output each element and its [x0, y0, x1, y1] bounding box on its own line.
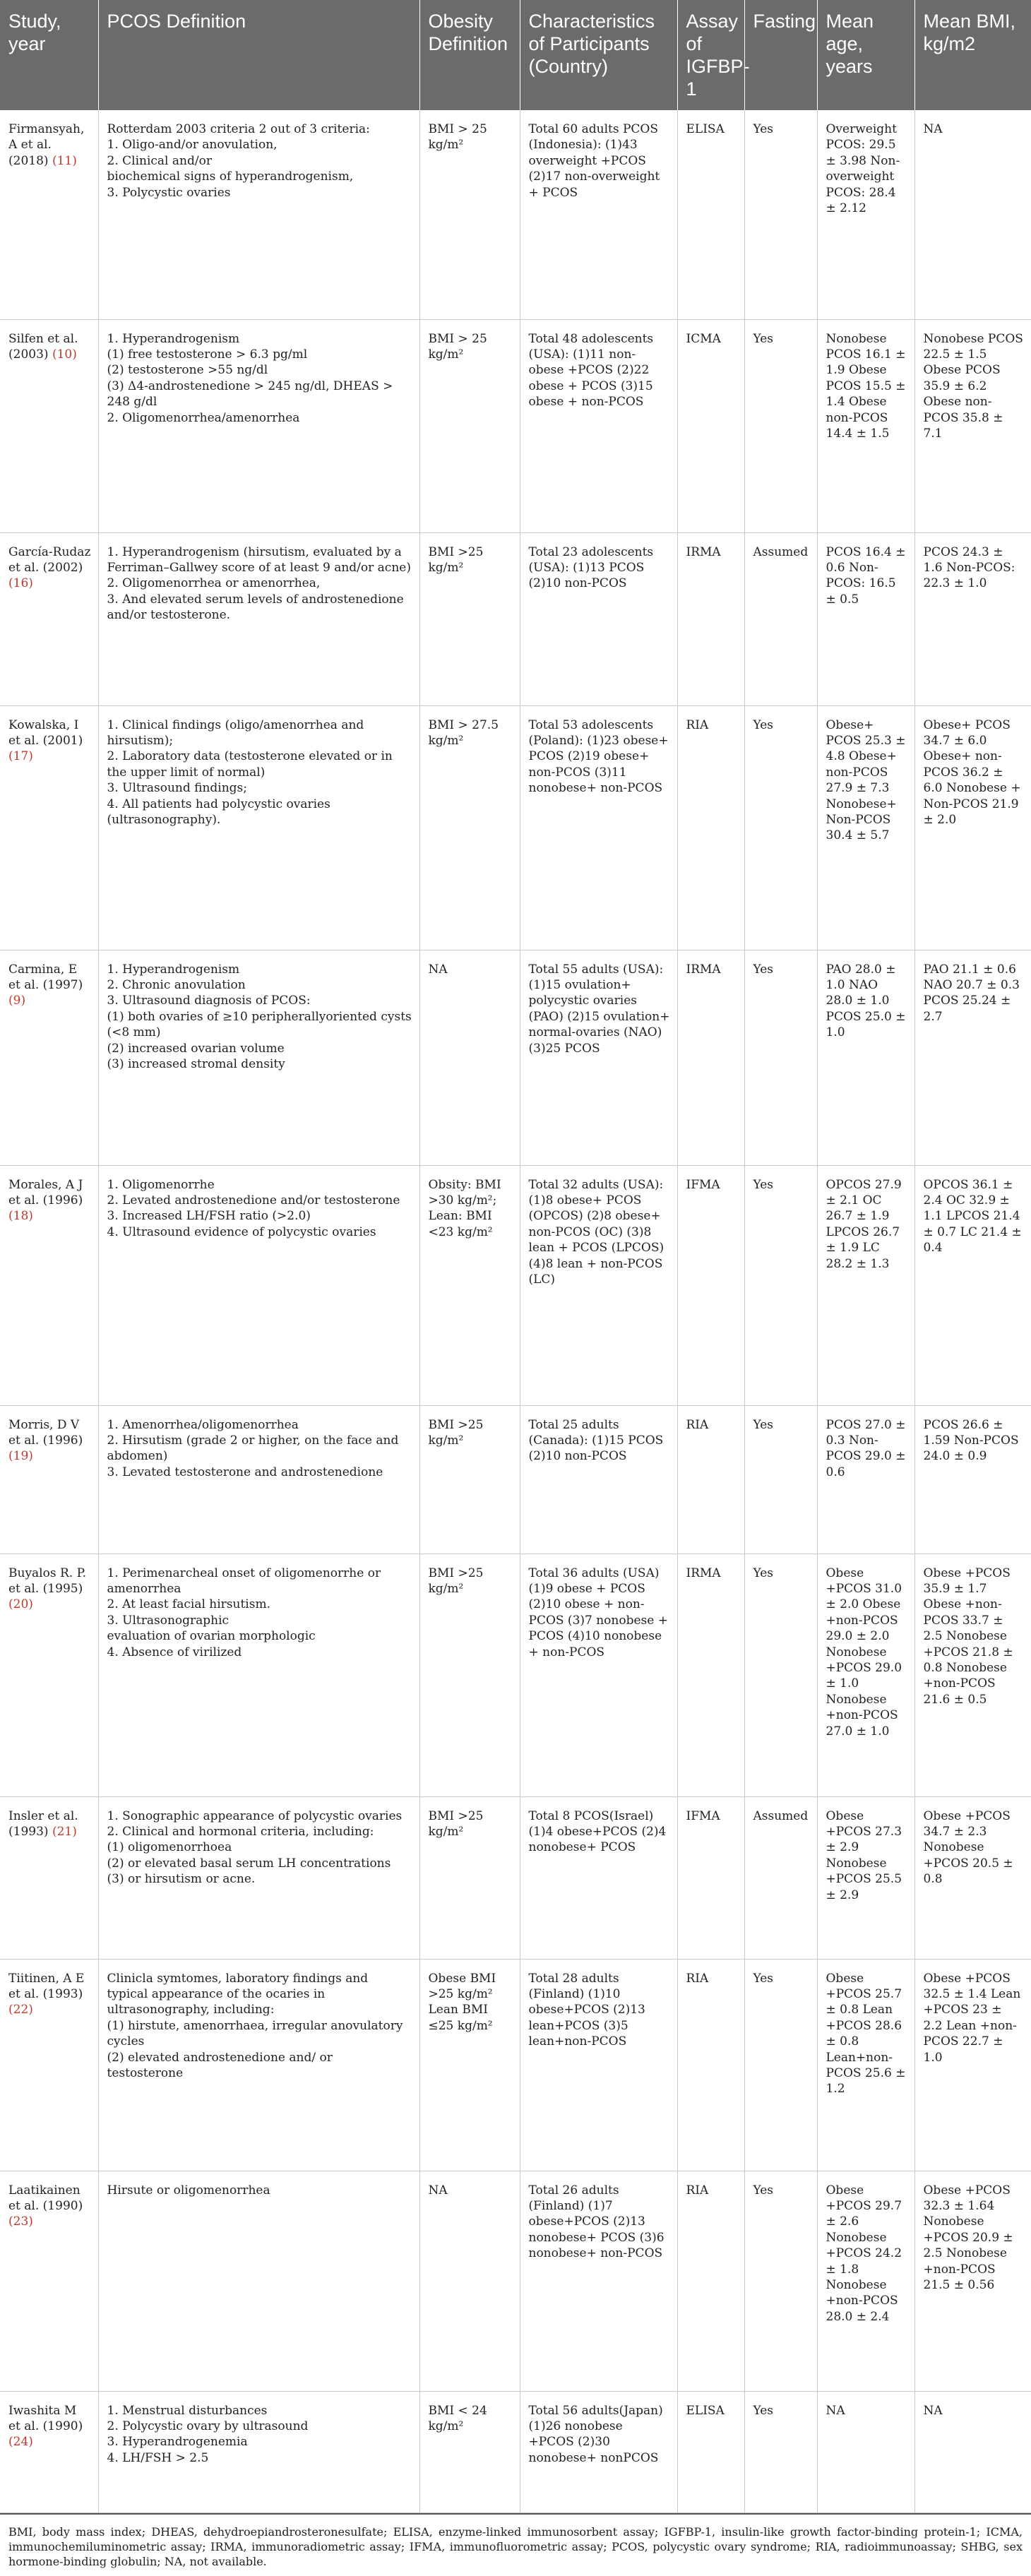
reference-link[interactable]: (21)	[52, 1824, 77, 1839]
definition-line: 1. Oligomenorrhe	[107, 1177, 215, 1192]
definition-line: 3. Ultrasound findings;	[107, 781, 248, 796]
cell-mean-bmi: OPCOS 36.1 ± 2.4 OC 32.9 ± 1.1 LPCOS 21.4 ± 0.7 LC 21.4 ± 0.4	[914, 1165, 1031, 1405]
cell-assay: RIA	[677, 705, 744, 950]
definition-line: 2. Polycystic ovary by ultrasound	[107, 2419, 309, 2433]
definition-line: 1. Hyperandrogenism (hirsutism, evaluated by a Ferriman–Gallwey score of at least 9 and/or acne)	[107, 544, 411, 575]
cell-mean-bmi: PCOS 26.6 ± 1.59 Non-PCOS 24.0 ± 0.9	[914, 1405, 1031, 1554]
cell-mean-bmi: Obese+ PCOS 34.7 ± 6.0 Obese+ non-PCOS 36.2 ± 6.0 Nonobese + Non-PCOS 21.9 ± 2.0	[914, 705, 1031, 950]
cell-assay: RIA	[677, 1405, 744, 1554]
cell-assay: IFMA	[677, 1165, 744, 1405]
cell-participants: Total 55 adults (USA): (1)15 ovulation+ polycystic ovaries (PAO) (2)15 ovulation+ normal-ovaries (NAO) (3)25 PCOS	[520, 950, 677, 1165]
table-row	[0, 1165, 1031, 1405]
cell-pcos-definition	[98, 2391, 419, 2512]
study-name: Iwashita M et al. (1990)	[8, 2403, 83, 2433]
study-name: Tiitinen, A E et al. (1993)	[8, 1971, 85, 2001]
cell-participants: Total 56 adults(Japan) (1)26 nonobese +PCOS (2)30 nonobese+ nonPCOS	[520, 2391, 677, 2512]
cell-obesity-definition: BMI > 25 kg/m²	[419, 319, 520, 532]
cell-assay: RIA	[677, 2171, 744, 2391]
definition-line: (1) hirstute, amenorrhaea, irregular anovulatory cycles	[107, 2018, 403, 2049]
study-name: Morales, A J et al. (1996)	[8, 1177, 83, 1208]
definition-line: 2. At least facial hirsutism.	[107, 1597, 270, 1612]
reference-link[interactable]: (9)	[8, 994, 26, 1008]
cell-participants: Total 26 adults (Finland) (1)7 obese+PCOS (2)13 nonobese+ PCOS (3)6 nonobese+ non-PCOS	[520, 2171, 677, 2391]
definition-line: 1. Oligo-and/or anovulation,	[107, 138, 278, 153]
cell-study	[0, 1796, 98, 1959]
cell-assay: IRMA	[677, 1554, 744, 1796]
cell-participants: Total 32 adults (USA): (1)8 obese+ PCOS (OPCOS) (2)8 obese+ non-PCOS (OC) (3)8 lean + PCOS (LPCOS) (4)8 lean + non-PCOS (LC)	[520, 1165, 677, 1405]
cell-participants: Total 28 adults (Finland) (1)10 obese+PCOS (2)13 lean+PCOS (3)5 lean+non-PCOS	[520, 1959, 677, 2171]
reference-link[interactable]: (24)	[8, 2435, 33, 2450]
definition-line: 3. Hyperandrogenemia	[107, 2435, 248, 2450]
definition-line: 1. Clinical findings (oligo/amenorrhea and hirsutism);	[107, 717, 364, 748]
cell-mean-age: PAO 28.0 ± 1.0 NAO 28.0 ± 1.0 PCOS 25.0 ± 1.0	[817, 950, 914, 1165]
cell-assay: IRMA	[677, 532, 744, 705]
table-body	[0, 110, 1031, 2512]
cell-mean-age: Obese+ PCOS 25.3 ± 4.8 Obese+ non-PCOS 27.9 ± 7.3 Nonobese+ Non-PCOS 30.4 ± 5.7	[817, 705, 914, 950]
cell-mean-age: PCOS 27.0 ± 0.3 Non-PCOS 29.0 ± 0.6	[817, 1405, 914, 1554]
cell-mean-age: Overweight PCOS: 29.5 ± 3.98 Non-overweight PCOS: 28.4 ± 2.12	[817, 110, 914, 319]
definition-line: Rotterdam 2003 criteria 2 out of 3 criteria:	[107, 122, 370, 136]
header-mean-bmi: Mean BMI, kg/m2	[914, 0, 1031, 110]
study-name: Morris, D V et al. (1996)	[8, 1417, 83, 1448]
cell-obesity-definition: Obese BMI >25 kg/m² Lean BMI ≤25 kg/m²	[419, 1959, 520, 2171]
cell-mean-bmi: Obese +PCOS 32.5 ± 1.4 Lean +PCOS 23 ± 2.2 Lean +non-PCOS 22.7 ± 1.0	[914, 1959, 1031, 2171]
definition-line: 1. Menstrual disturbances	[107, 2403, 268, 2418]
cell-mean-bmi: PCOS 24.3 ± 1.6 Non-PCOS: 22.3 ± 1.0	[914, 532, 1031, 705]
cell-mean-bmi: NA	[914, 110, 1031, 319]
definition-line: 3. Levated testosterone and androstenedione	[107, 1465, 383, 1479]
definition-line: 1. Hyperandrogenism	[107, 331, 240, 346]
cell-study	[0, 532, 98, 705]
cell-study	[0, 2391, 98, 2512]
definition-line: (2) increased ovarian volume	[107, 1041, 285, 1056]
cell-obesity-definition: BMI > 25 kg/m²	[419, 110, 520, 319]
reference-link[interactable]: (18)	[8, 1209, 33, 1224]
cell-mean-age: Obese +PCOS 27.3 ± 2.9 Nonobese +PCOS 25.5 ± 2.9	[817, 1796, 914, 1959]
cell-participants: Total 53 adolescents (Poland): (1)23 obese+ PCOS (2)19 obese+ non-PCOS (3)11 nonobese+ non-PCOS	[520, 705, 677, 950]
cell-participants: Total 60 adults PCOS (Indonesia): (1)43 overweight +PCOS (2)17 non-overweight + PCOS	[520, 110, 677, 319]
definition-line: Clinicla symtomes, laboratory findings and typical appearance of the ocaries in ultrasonography, including:	[107, 1971, 369, 2017]
cell-study	[0, 705, 98, 950]
cell-pcos-definition	[98, 950, 419, 1165]
cell-study	[0, 2171, 98, 2391]
definition-line: 2. Clinical and hormonal criteria, including:	[107, 1824, 374, 1839]
cell-pcos-definition	[98, 1959, 419, 2171]
reference-link[interactable]: (19)	[8, 1449, 33, 1464]
cell-mean-age: PCOS 16.4 ± 0.6 Non-PCOS: 16.5 ± 0.5	[817, 532, 914, 705]
cell-obesity-definition: NA	[419, 2171, 520, 2391]
definition-line: (2) or elevated basal serum LH concentrations	[107, 1856, 391, 1871]
table-row	[0, 2171, 1031, 2391]
study-name: Kowalska, I et al. (2001)	[8, 717, 83, 748]
cell-assay: RIA	[677, 1959, 744, 2171]
cell-study	[0, 950, 98, 1165]
study-name: García-Rudaz et al. (2002)	[8, 544, 91, 575]
definition-line: (1) both ovaries of ≥10 peripherallyoriented cysts (<8 mm)	[107, 1009, 412, 1040]
definition-line: (3) increased stromal density	[107, 1056, 285, 1071]
cell-assay: IFMA	[677, 1796, 744, 1959]
reference-link[interactable]: (10)	[52, 347, 77, 362]
cell-mean-age: Nonobese PCOS 16.1 ± 1.9 Obese PCOS 15.5 ± 1.4 Obese non-PCOS 14.4 ± 1.5	[817, 319, 914, 532]
study-name: Firmansyah, A et al. (2018)	[8, 122, 85, 168]
cell-obesity-definition: NA	[419, 950, 520, 1165]
definition-line: 3. And elevated serum levels of androstenedione and/or testosterone.	[107, 592, 404, 623]
cell-fasting: Assumed	[744, 1796, 817, 1959]
table-row	[0, 532, 1031, 705]
definition-line: 2. Oligomenorrhea or amenorrhea,	[107, 576, 321, 591]
header-pcos-definition: PCOS Definition	[98, 0, 419, 110]
cell-fasting: Yes	[744, 2391, 817, 2512]
cell-participants: Total 36 adults (USA) (1)9 obese + PCOS (2)10 obese + non-PCOS (3)7 nonobese + PCOS (4)10 nonobese + non-PCOS	[520, 1554, 677, 1796]
cell-participants: Total 48 adolescents (USA): (1)11 non-obese +PCOS (2)22 obese + PCOS (3)15 obese + non-PCOS	[520, 319, 677, 532]
cell-study	[0, 319, 98, 532]
cell-mean-bmi: Obese +PCOS 34.7 ± 2.3 Nonobese +PCOS 20.5 ± 0.8	[914, 1796, 1031, 1959]
definition-line: 2. Hirsutism (grade 2 or higher, on the face and abdomen)	[107, 1433, 399, 1464]
definition-line: 4. All patients had polycystic ovaries (ultrasonography).	[107, 797, 330, 827]
study-name: Silfen et al. (2003)	[8, 331, 78, 362]
cell-fasting: Assumed	[744, 532, 817, 705]
cell-pcos-definition	[98, 1796, 419, 1959]
cell-study	[0, 1959, 98, 2171]
study-name: Insler et al. (1993)	[8, 1808, 78, 1839]
definition-line: 2. Clinical and/or	[107, 153, 212, 168]
cell-pcos-definition	[98, 1165, 419, 1405]
reference-link[interactable]: (16)	[8, 576, 33, 591]
cell-fasting: Yes	[744, 705, 817, 950]
header-mean-age: Mean age, years	[817, 0, 914, 110]
cell-fasting: Yes	[744, 1554, 817, 1796]
cell-assay: IRMA	[677, 950, 744, 1165]
cell-pcos-definition	[98, 1405, 419, 1554]
table-footnote: BMI, body mass index; DHEAS, dehydroepiandrosteronesulfate; ELISA, enzyme-linked immunosorbent assay; IGFBP-1, insulin-like growth factor-binding protein-1; ICMA, immunochemiluminometric assay; IRMA, immunoradiometric assay; IFMA, immunofluorometric assay; PCOS, polycystic ovary syndrome; RIA, radioimmunoassay; SHBG, sex hormone-binding globulin; NA, not available.	[0, 2513, 1031, 2576]
cell-fasting: Yes	[744, 2171, 817, 2391]
reference-link[interactable]: (22)	[8, 2003, 33, 2017]
reference-link[interactable]: (17)	[8, 749, 33, 764]
header-participants: Characteristics of Participants (Country)	[520, 0, 677, 110]
definition-line: (3) Δ4-androstenedione > 245 ng/dl, DHEAS > 248 g/dl	[107, 378, 393, 410]
study-name: Laatikainen et al. (1990)	[8, 2183, 83, 2213]
cell-participants: Total 25 adults (Canada): (1)15 PCOS (2)10 non-PCOS	[520, 1405, 677, 1554]
definition-line: 3. Ultrasonographic	[107, 1613, 230, 1628]
study-name: Buyalos R. P. et al. (1995)	[8, 1566, 86, 1596]
header-assay: Assay of IGFBP-1	[677, 0, 744, 110]
table-row	[0, 1796, 1031, 1959]
cell-study	[0, 1405, 98, 1554]
definition-line: 1. Perimenarcheal onset of oligomenorrhe or amenorrhea	[107, 1566, 381, 1596]
definition-line: 1. Amenorrhea/oligomenorrhea	[107, 1417, 299, 1432]
definition-line: 4. Absence of virilized	[107, 1645, 242, 1659]
cell-participants: Total 23 adolescents (USA): (1)13 PCOS (2)10 non-PCOS	[520, 532, 677, 705]
definition-line: (1) free testosterone > 6.3 pg/ml	[107, 347, 308, 362]
cell-obesity-definition: BMI >25 kg/m²	[419, 1554, 520, 1796]
cell-fasting: Yes	[744, 319, 817, 532]
definition-line: 3. Ultrasound diagnosis of PCOS:	[107, 994, 311, 1008]
cell-fasting: Yes	[744, 1405, 817, 1554]
cell-assay: ELISA	[677, 2391, 744, 2512]
cell-mean-age: Obese +PCOS 25.7 ± 0.8 Lean +PCOS 28.6 ± 0.8 Lean+non-PCOS 25.6 ± 1.2	[817, 1959, 914, 2171]
definition-line: 2. Levated androstenedione and/or testosterone	[107, 1193, 400, 1208]
reference-link[interactable]: (23)	[8, 2214, 33, 2229]
cell-mean-age: Obese +PCOS 29.7 ± 2.6 Nonobese +PCOS 24.2 ± 1.8 Nonobese +non-PCOS 28.0 ± 2.4	[817, 2171, 914, 2391]
cell-mean-age: OPCOS 27.9 ± 2.1 OC 26.7 ± 1.9 LPCOS 26.7 ± 1.9 LC 28.2 ± 1.3	[817, 1165, 914, 1405]
cell-obesity-definition: BMI >25 kg/m²	[419, 532, 520, 705]
table-row	[0, 2391, 1031, 2512]
definition-line: 1. Hyperandrogenism	[107, 962, 240, 977]
header-row	[0, 0, 1031, 110]
cell-participants: Total 8 PCOS(Israel) (1)4 obese+PCOS (2)4 nonobese+ PCOS	[520, 1796, 677, 1959]
cell-study	[0, 110, 98, 319]
cell-mean-bmi: NA	[914, 2391, 1031, 2512]
cell-pcos-definition	[98, 2171, 419, 2391]
cell-pcos-definition	[98, 705, 419, 950]
definition-line: 2. Laboratory data (testosterone elevated or in the upper limit of normal)	[107, 749, 393, 780]
cell-assay: ELISA	[677, 110, 744, 319]
header-study: Study, year	[0, 0, 98, 110]
definition-line: (2) testosterone >55 ng/dl	[107, 363, 268, 378]
reference-link[interactable]: (11)	[52, 153, 77, 168]
cell-obesity-definition: BMI > 27.5 kg/m²	[419, 705, 520, 950]
cell-mean-age: NA	[817, 2391, 914, 2512]
definition-line: (1) oligomenorrhoea	[107, 1840, 232, 1855]
definition-line: 3. Polycystic ovaries	[107, 185, 231, 200]
cell-fasting: Yes	[744, 1959, 817, 2171]
definition-line: biochemical signs of hyperandrogenism,	[107, 169, 354, 184]
cell-pcos-definition	[98, 319, 419, 532]
table-row	[0, 1554, 1031, 1796]
cell-mean-bmi: Nonobese PCOS 22.5 ± 1.5 Obese PCOS 35.9 ± 6.2 Obese non-PCOS 35.8 ± 7.1	[914, 319, 1031, 532]
cell-obesity-definition: BMI < 24 kg/m²	[419, 2391, 520, 2512]
definition-line: 4. Ultrasound evidence of polycystic ovaries	[107, 1224, 376, 1239]
cell-obesity-definition: BMI >25 kg/m²	[419, 1405, 520, 1554]
table-row	[0, 1959, 1031, 2171]
cell-fasting: Yes	[744, 950, 817, 1165]
cell-obesity-definition: BMI >25 kg/m²	[419, 1796, 520, 1959]
definition-line: 3. Increased LH/FSH ratio (>2.0)	[107, 1209, 311, 1224]
cell-study	[0, 1165, 98, 1405]
definition-line: evaluation of ovarian morphologic	[107, 1629, 316, 1644]
cell-pcos-definition	[98, 110, 419, 319]
table-row	[0, 950, 1031, 1165]
cell-study	[0, 1554, 98, 1796]
table-row	[0, 110, 1031, 319]
definition-line: 1. Sonographic appearance of polycystic ovaries	[107, 1808, 403, 1823]
cell-mean-bmi: Obese +PCOS 35.9 ± 1.7 Obese +non-PCOS 33.7 ± 2.5 Nonobese +PCOS 21.8 ± 0.8 Nonobese +non-PCOS 21.6 ± 0.5	[914, 1554, 1031, 1796]
cell-pcos-definition	[98, 532, 419, 705]
cell-mean-bmi: Obese +PCOS 32.3 ± 1.64 Nonobese +PCOS 20.9 ± 2.5 Nonobese +non-PCOS 21.5 ± 0.56	[914, 2171, 1031, 2391]
cell-fasting: Yes	[744, 1165, 817, 1405]
header-obesity-definition: Obesity Definition	[419, 0, 520, 110]
definition-line: (3) or hirsutism or acne.	[107, 1872, 256, 1887]
definition-line: 4. LH/FSH > 2.5	[107, 2450, 209, 2465]
cell-mean-age: Obese +PCOS 31.0 ± 2.0 Obese +non-PCOS 29.0 ± 2.0 Nonobese +PCOS 29.0 ± 1.0 Nonobese +non-PCOS 27.0 ± 1.0	[817, 1554, 914, 1796]
cell-pcos-definition	[98, 1554, 419, 1796]
definition-line: 2. Chronic anovulation	[107, 977, 246, 992]
reference-link[interactable]: (20)	[8, 1597, 33, 1612]
header-fasting: Fasting	[744, 0, 817, 110]
table-row	[0, 1405, 1031, 1554]
cell-obesity-definition: Obsity: BMI >30 kg/m²; Lean: BMI <23 kg/m²	[419, 1165, 520, 1405]
definition-line: Hirsute or oligomenorrhea	[107, 2183, 270, 2198]
table-row	[0, 705, 1031, 950]
definition-line: 2. Oligomenorrhea/amenorrhea	[107, 410, 300, 425]
definition-line: (2) elevated androstenedione and/ or testosterone	[107, 2050, 333, 2080]
cell-fasting: Yes	[744, 110, 817, 319]
study-name: Carmina, E et al. (1997)	[8, 962, 83, 992]
cell-assay: ICMA	[677, 319, 744, 532]
cell-mean-bmi: PAO 21.1 ± 0.6 NAO 20.7 ± 0.3 PCOS 25.24 ± 2.7	[914, 950, 1031, 1165]
table-row	[0, 319, 1031, 532]
